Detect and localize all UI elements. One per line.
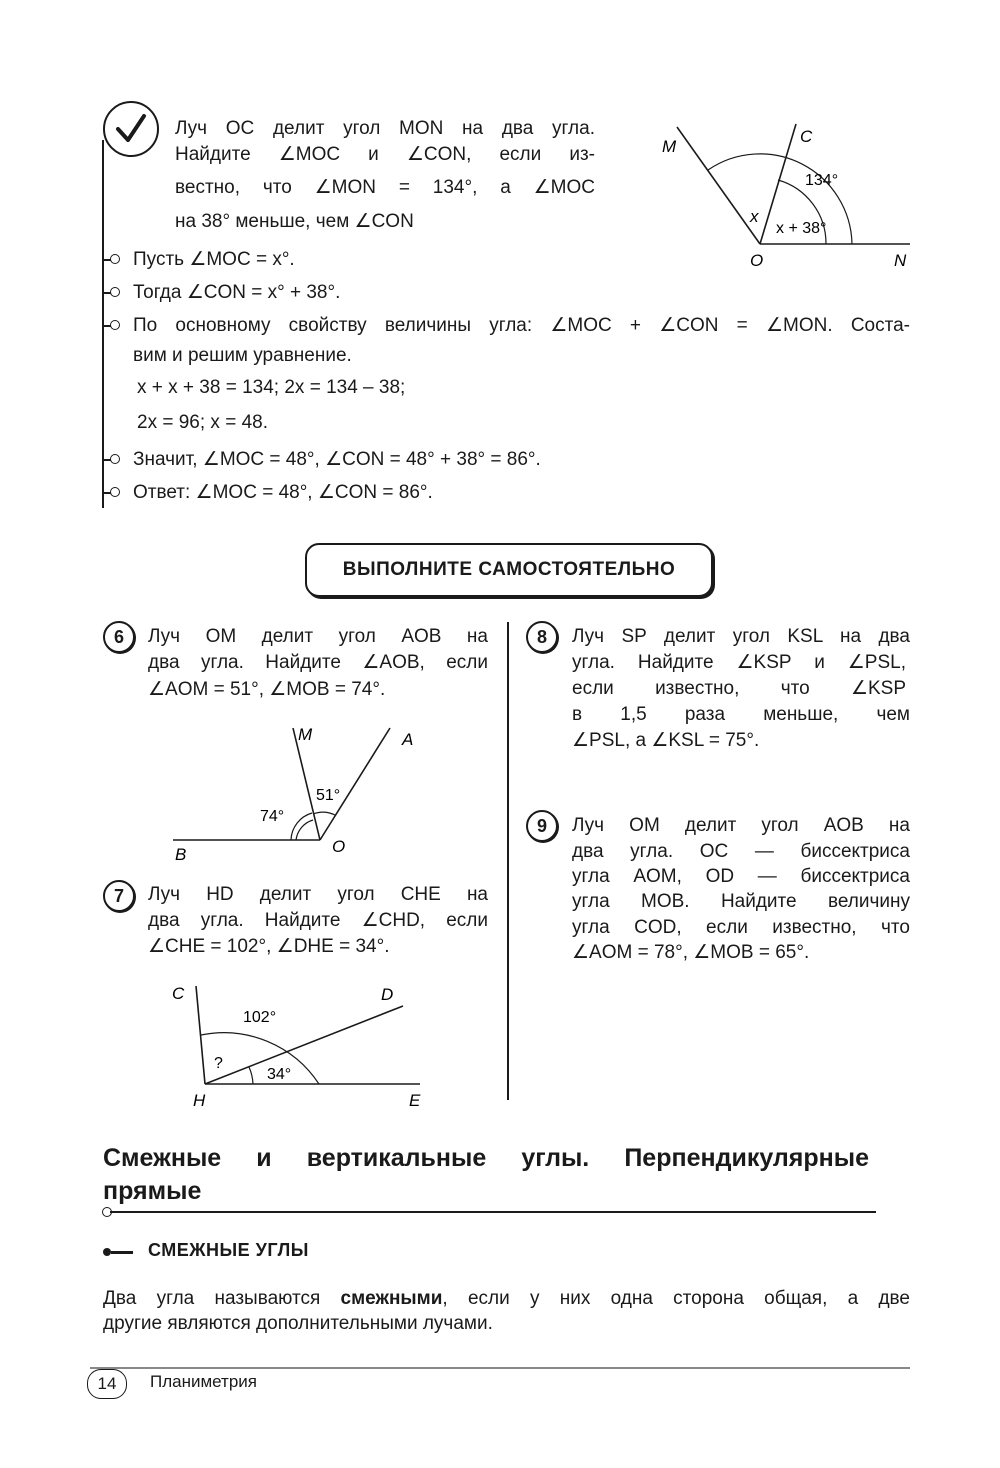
- task-8-line: Луч SP делит угол KSL на два: [572, 626, 910, 647]
- example-problem-line: Луч OC делит угол MON на два угла.: [175, 118, 595, 139]
- step-bullet: [110, 254, 120, 264]
- task-9-line: Луч OM делит угол AOB на: [572, 815, 910, 836]
- example-problem-line: вестно, что ∠MON = 134°, а ∠MOC: [175, 177, 595, 198]
- subheading: СМЕЖНЫЕ УГЛЫ: [148, 1240, 309, 1260]
- footer-title: Планиметрия: [150, 1372, 257, 1391]
- task-number-9: 9: [526, 810, 558, 842]
- task-9-line: угла COD, если известно, что: [572, 917, 910, 938]
- task-6-line: ∠AOM = 51°, ∠MOB = 74°.: [148, 679, 386, 700]
- task-6-line: два угла. Найдите ∠AOB, если: [148, 652, 488, 673]
- task-7-line: два угла. Найдите ∠CHD, если: [148, 910, 488, 931]
- definition-line2: другие являются дополнительными лучами.: [103, 1313, 493, 1334]
- task-8-line: если известно, что ∠KSP: [572, 678, 906, 699]
- example-problem-line: на 38° меньше, чем ∠CON: [175, 211, 414, 232]
- label-D: D: [381, 985, 394, 1004]
- label-N: N: [894, 251, 907, 270]
- section-underline: [110, 1211, 876, 1213]
- task-6-line: Луч OM делит угол AOB на: [148, 626, 488, 647]
- example-problem-line: Найдите ∠MOC и ∠CON, если из-: [175, 144, 595, 165]
- page-number: 14: [87, 1369, 127, 1399]
- definition-line1: Два угла называются смежными, если у них одна сторона общая, а две: [103, 1288, 911, 1309]
- footer-rule: [90, 1367, 910, 1369]
- step-bullet: [110, 454, 120, 464]
- task-number-7: 7: [103, 880, 135, 912]
- label-angle-74: 74°: [260, 808, 285, 825]
- label-total-angle: 134°: [805, 172, 839, 189]
- task-9-line: угла MOB. Найдите величину: [572, 891, 910, 912]
- step-bullet: [110, 287, 120, 297]
- label-x: x: [750, 207, 759, 226]
- task-number-8: 8: [526, 621, 558, 653]
- label-x38: x + 38°: [776, 220, 827, 237]
- task-number-6: 6: [103, 621, 135, 653]
- task-7-line: ∠CHE = 102°, ∠DHE = 34°.: [148, 936, 390, 957]
- label-B: B: [175, 845, 187, 864]
- label-C: C: [172, 984, 185, 1003]
- task-7-line: Луч HD делит угол CHE на: [148, 884, 488, 905]
- equation-line: x + x + 38 = 134; 2x = 134 – 38;: [137, 377, 406, 398]
- step-bullet: [110, 487, 120, 497]
- task-9-line: два угла. OC — биссектриса: [572, 841, 910, 862]
- do-it-yourself-banner: ВЫПОЛНИТЕ САМОСТОЯТЕЛЬНО: [305, 543, 713, 597]
- step-line: Тогда ∠CON = x° + 38°.: [133, 282, 341, 303]
- section-title-line2: прямые: [103, 1177, 202, 1205]
- check-icon: [103, 101, 159, 157]
- task-6-figure: [165, 720, 435, 870]
- step-line: Пусть ∠MOC = x°.: [133, 249, 295, 270]
- equation-line: 2x = 96; x = 48.: [137, 412, 268, 433]
- label-M: M: [662, 137, 677, 156]
- label-A: A: [402, 730, 414, 749]
- label-O: O: [750, 251, 764, 270]
- example-angle-figure: [640, 110, 930, 280]
- label-angle-102: 102°: [243, 1009, 277, 1026]
- label-angle-51: 51°: [316, 787, 341, 804]
- step-bullet: [110, 320, 120, 330]
- section-title-line1: Смежные и вертикальные углы. Перпендикулярные: [103, 1144, 869, 1172]
- step-line: По основному свойству величины угла: ∠MOC + ∠CON = ∠MON. Соста-: [133, 315, 910, 336]
- task-9-line: угла AOM, OD — биссектриса: [572, 866, 910, 887]
- task-7-figure: [165, 978, 445, 1113]
- subheading-bullet: [103, 1248, 111, 1256]
- label-E: E: [409, 1091, 421, 1110]
- step-line: вим и решим уравнение.: [133, 345, 352, 366]
- answer-line: Ответ: ∠MOC = 48°, ∠CON = 86°.: [133, 482, 433, 503]
- label-C: C: [800, 127, 813, 146]
- step-line: Значит, ∠MOC = 48°, ∠CON = 48° + 38° = 86°.: [133, 449, 541, 470]
- label-H: H: [193, 1091, 206, 1110]
- task-8-line: угла. Найдите ∠KSP и ∠PSL,: [572, 652, 906, 673]
- task-9-line: ∠AOM = 78°, ∠MOB = 65°.: [572, 942, 810, 963]
- task-8-line: в 1,5 раза меньше, чем: [572, 704, 910, 725]
- label-M: M: [298, 725, 313, 744]
- label-unknown: ?: [214, 1055, 223, 1072]
- column-divider: [507, 622, 509, 1100]
- task-8-line: ∠PSL, а ∠KSL = 75°.: [572, 730, 760, 751]
- label-O: O: [332, 837, 346, 856]
- example-margin-line: [102, 140, 104, 508]
- label-angle-34: 34°: [267, 1066, 292, 1083]
